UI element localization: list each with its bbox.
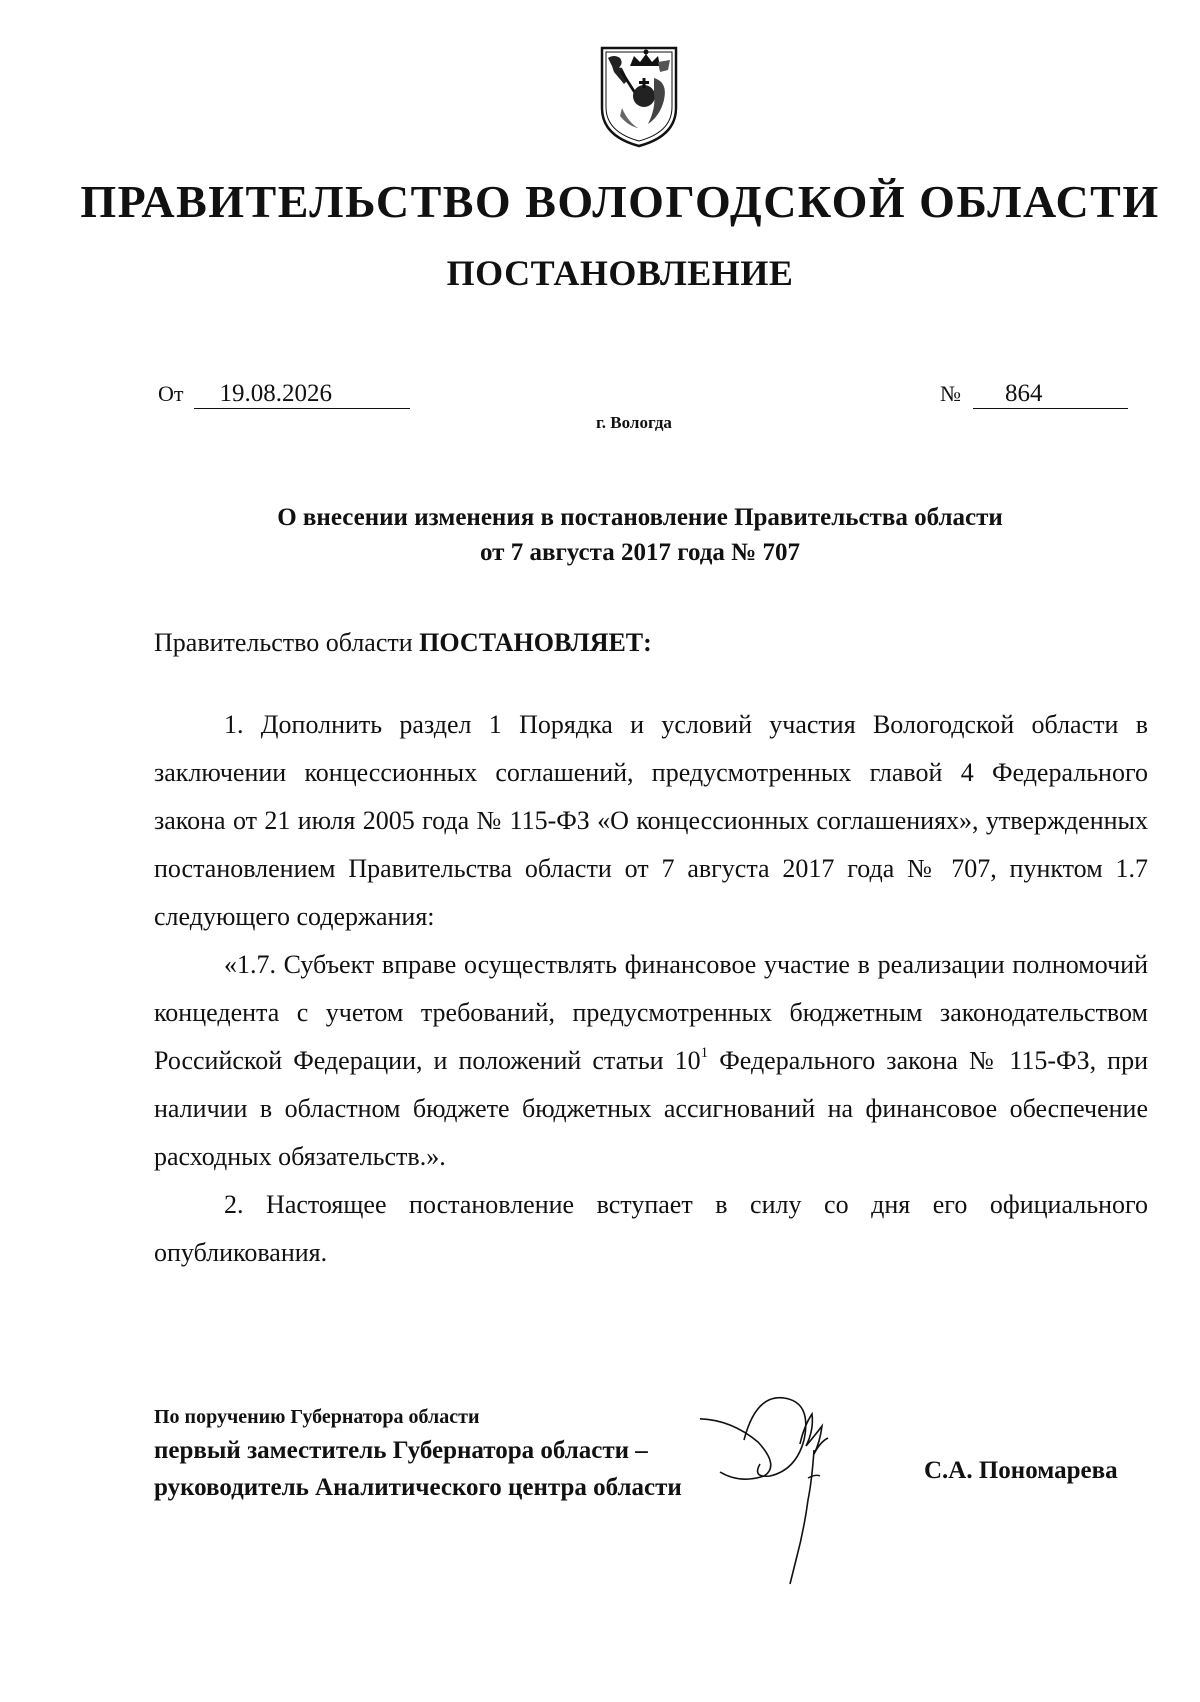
signatory-line-2: первый заместитель Губернатора области – <box>154 1437 648 1464</box>
city-name: г. Вологда <box>596 413 672 432</box>
document-type: ПОСТАНОВЛЕНИЕ <box>446 253 794 293</box>
paragraph-1-7-part-b: Федерального закона № 115-ФЗ, при наличии в областном бюджете бюджетных ассигнований на финансовое обеспечение расходных обязательств.». <box>154 1046 1149 1171</box>
organization-title: ПРАВИТЕЛЬСТВО ВОЛОГОДСКОЙ ОБЛАСТИ <box>80 176 1160 227</box>
preamble-text: Правительство области <box>154 628 413 657</box>
number-value: 864 <box>973 380 1128 409</box>
signatory-name: С.А. Пономарева <box>924 1457 1118 1484</box>
signatory-position <box>154 1402 682 1506</box>
document-date <box>158 380 410 409</box>
coat-of-arms-icon <box>598 38 680 150</box>
superscript: 1 <box>700 1045 709 1061</box>
subject-line-2: от 7 августа 2017 года № 707 <box>480 539 800 566</box>
date-value: 19.08.2026 <box>194 380 410 409</box>
signatory-line-1: По поручению Губернатора области <box>154 1406 480 1428</box>
paragraph-1-7-part-a: «1.7. Субъект вправе осуществлять финансовое участие в реализации полномочий концедента с учетом требований, предусмотренных бюджетным законодательством Российской Федерации, и положений статьи 10 <box>154 950 1148 1075</box>
number-label: № <box>940 381 961 406</box>
paragraph-1: 1. Дополнить раздел 1 Порядка и условий участия Вологодской области в заключении концессионных соглашений, предусмотренных главой 4 Федерального закона от 21 июля 2005 года № 115-ФЗ «О концессионных соглашениях», утвержденных постановлением Правительства области от 7 августа 2017 года № 707, пунктом 1.7 следующего содержания: <box>154 710 1148 931</box>
handwritten-signature <box>700 1380 940 1600</box>
paragraph-1-7 <box>154 941 1148 1181</box>
preamble <box>154 628 652 658</box>
subject-line-1: О внесении изменения в постановление Правительства области <box>277 504 1003 531</box>
document-body <box>154 701 1148 1277</box>
document-subject <box>150 500 1130 570</box>
document-number <box>940 380 1128 409</box>
signatory-line-3: руководитель Аналитического центра области <box>154 1474 682 1501</box>
paragraph-2: 2. Настоящее постановление вступает в силу со дня его официального опубликования. <box>154 1190 1148 1267</box>
date-label: От <box>158 381 184 406</box>
preamble-bold: ПОСТАНОВЛЯЕТ: <box>419 628 652 657</box>
